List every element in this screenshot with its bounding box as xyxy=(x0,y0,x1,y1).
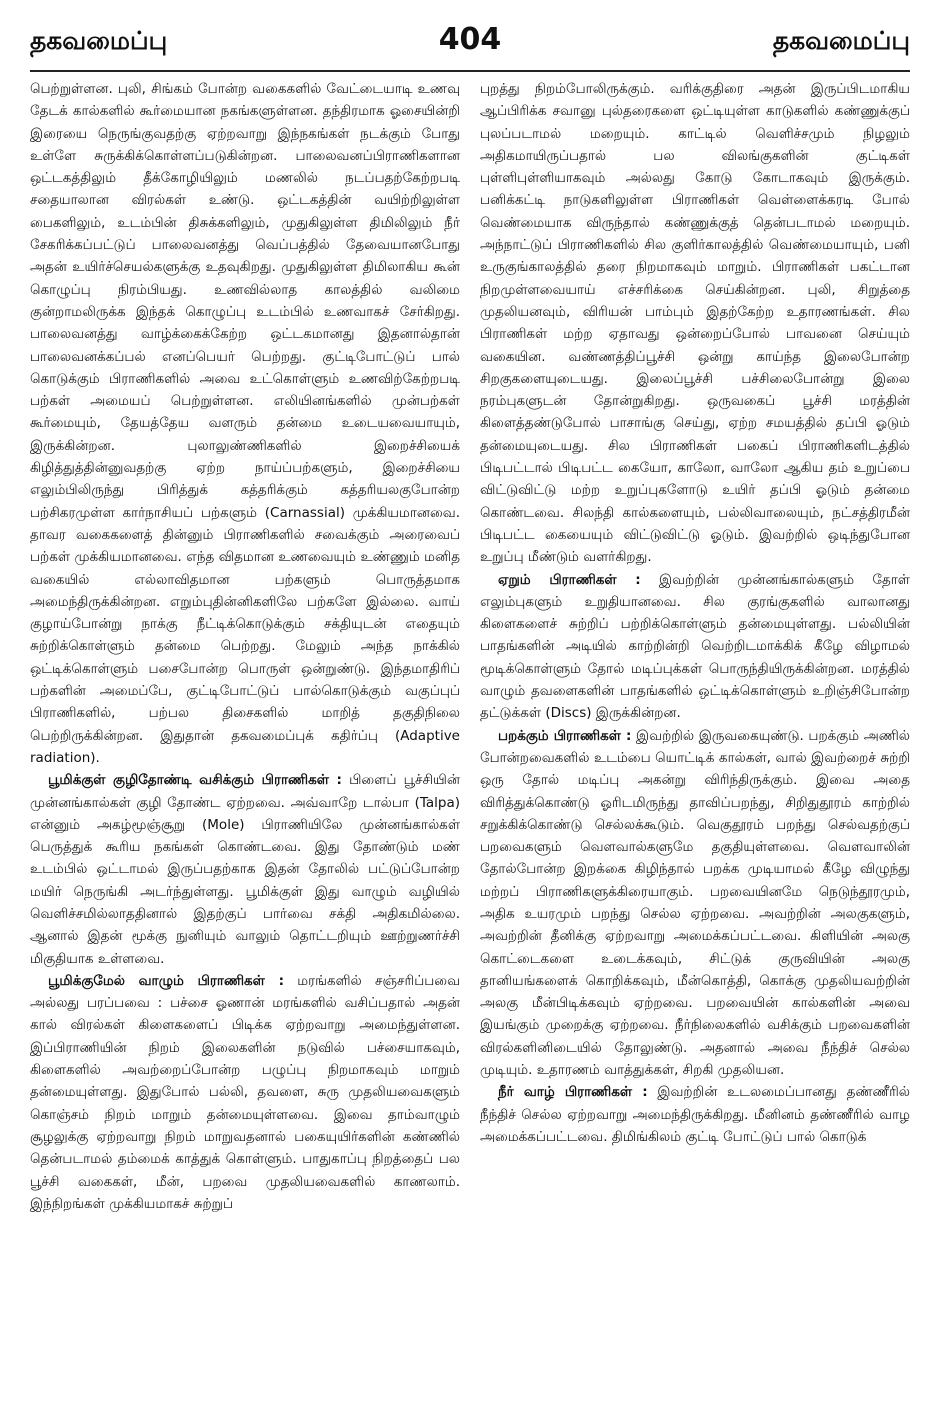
paragraph-heading: பூமிக்குள் குழிதோண்டி வசிக்கும் பிராணிகள் : xyxy=(48,772,342,789)
paragraph-heading: நீர் வாழ் பிராணிகள் : xyxy=(498,1084,648,1101)
running-title-left: தகவமைப்பு xyxy=(30,26,168,55)
paragraph-text: இவற்றில் இருவகையுண்டு. பறக்கும் அணில் போன்றவைகளில் உடம்பை யொட்டிக் கால்கள், வால் இவற்றைச் சுற்றி ஒரு தோல் மடிப்பு அகன்று விரிந்திருக்கும். இவை அதை விரித்துக்கொண்டு ஓரிடமிருந்து தாவிப்பறந்து, சிறிதுதூரம் காற்றில் சறுக்கிக்கொண்டு செல்லக்கூடும். வெகுதூரம் பறந்து செல்வதற்குப் பறவைகளும் வௌவால்களுமே தகுதியுள்ளவை. வௌவாலின் தோல்போன்ற இறக்கை கிழிந்தால் பறக்க முடியாமல் கீழே விழுந்து மற்றப் பிராணிகளுக்கிரையாகும். பறவையினமே நெடுந்தூரமும், அதிக உயரமும் பறந்து செல்ல ஏற்றவை. அவற்றின் அலகுகளும், அவற்றின் தீனிக்கு ஏற்றவாறு அமைக்கப்பட்டவை. கிளியின் அலகு கொட்டைகளை உடைக்கவும், சிட்டுக் குருவியின் அலகு தானியங்களைக் கொறிக்கவும், மீன்கொத்தி, கொக்கு முதலியவற்றின் அலகு மீன்பிடிக்கவும் ஏற்றவை. பறவையின் கால்களின் அவை இயங்கும் முறைக்கு ஏற்றவை. நீர்நிலைகளில் வசிக்கும் பறவைகளின் விரல்களினிடையில் தோலுண்டு. அதனால் அவை நீந்திச் செல்ல முடியும். உதாரணம் வாத்துக்கள், சிறகி முதலியன. xyxy=(480,727,910,1079)
paragraph-text: பெற்றுள்ளன. புலி, சிங்கம் போன்ற வகைகளில் வேட்டையாடி உணவு தேடக் கால்களில் கூர்மையான நகங்களுள்ளன. தந்திரமாக ஓசையின்றி இரையை நெருங்குவதற்கு ஏற்றவாறு இந்நகங்கள் நடக்கும் போது உள்ளே சுருக்கிக்கொள்ளப்படுகின்றன. பாலைவனப்பிராணிகளான ஒட்டகத்திலும் தீக்கோழியிலும் மணலில் நடப்பதற்கேற்றபடி சதையாலான விரல்கள் உண்டு. ஒட்டகத்தின் வயிற்றிலுள்ள பைகளிலும், உடம்பின் திசுக்களிலும், முதுகிலுள்ள திமிலிலும் நீர் சேகரிக்கப்பட்டுப் பாலைவனத்து வெப்பத்தில் தேவையானபோது அதன் உயிர்ச்செயல்களுக்கு உதவுகிறது. முதுகிலுள்ள திமிலாகிய கூன் கொழுப்பு நிரம்பியது. உணவில்லாத காலத்தில் வலிமை குன்றாமலிருக்க இந்தக் கொழுப்பு உடம்பில் உணவாகச் சேர்கிறது. பாலைவனத்து வாழ்க்கைக்கேற்ற ஒட்டகமானது இதனால்தான் பாலைவனக்கப்பல் எனப்பெயர் பெற்றது. குட்டிபோட்டுப் பால் கொடுக்கும் பிராணிகளில் அவை உட்கொள்ளும் உணவிற்கேற்றபடி பற்கள் அமையப் பெற்றுள்ளன. எலியினங்களில் முன்பற்கள் கூர்மையும், தேயத்தேய வளரும் தன்மை உடையவையாயும், இருக்கின்றன. புலாலுண்ணிகளில் இறைச்சியைக் கிழித்துத்தின்னுவதற்கு ஏற்ற நாய்ப்பற்களும், இறைச்சியை எலும்பிலிருந்து பிரித்துக் கத்தரிக்கும் கத்தரியலகுபோன்ற பற்சிகரமுள்ள கார்நாசியப் பற்களும் (Carnassial) முக்கியமானவை. தாவர வகைகளைத் தின்னும் பிராணிகளில் சவைக்கும் அரைவைப் பற்கள் முக்கியமானவை. எந்த விதமான உணவையும் உண்ணும் மனித வகையில் எல்லாவிதமான பற்களும் பொருத்தமாக அமைந்திருக்கின்றன. எறும்புதின்னிகளிலே பற்களே இல்லை. வாய் குழாய்போன்று நாக்கு நீட்டிக்கொடுக்கும் சக்தியுடன் எதையும் சுற்றிக்கொள்ளும் தன்மை பெற்றது. மேலும் அந்த நாக்கில் ஒட்டிக்கொள்ளும் பசைபோன்ற பொருள் ஒன்றுண்டு. இந்தமாதிரிப் பற்களின் அமைப்பே, குட்டிபோட்டுப் பால்கொடுக்கும் வகுப்புப் பிராணிகளில், பற்பல திசைகளில் மாறித் தகுதிநிலை பெற்றிருக்கின்றன. இதுதான் தகவமைப்புக் கதிர்ப்பு (Adaptive radiation). xyxy=(30,81,460,766)
page-number: 404 xyxy=(438,22,502,57)
paragraph-heading: பூமிக்குமேல் வாழும் பிராணிகள் : xyxy=(48,972,284,989)
paragraph xyxy=(480,1081,910,1148)
right-column xyxy=(480,78,910,1408)
paragraph xyxy=(30,769,460,970)
paragraph xyxy=(480,78,910,569)
paragraph-text: இவற்றின் உடலமைப்பானது தண்ணீரில் நீந்திச் செல்ல ஏற்றவாறு அமைந்திருக்கிறது. மீனினம் தண்ணீரில் வாழ அமைக்கப்பட்டவை. திமிங்கிலம் குட்டி போட்டுப் பால் கொடுக் xyxy=(480,1084,910,1145)
page-header xyxy=(30,22,910,72)
paragraph xyxy=(30,78,460,769)
running-title-right: தகவமைப்பு xyxy=(772,26,910,55)
paragraph-text: பிளைப் பூச்சியின் முன்னங்கால்கள் குழி தோண்ட ஏற்றவை. அவ்வாறே டால்பா (Talpa) என்னும் அகழ்மூஞ்சூறு (Mole) பிராணியிலே முன்னங்கால்கள் பெருத்துக் கூரிய நகங்கள் கொண்டவை. இது தோண்டும் மண் உடம்பில் ஒட்டாமல் இருப்பதற்காக இதன் தோலில் பட்டுப்போன்ற மயிர் நெருங்கி அடர்ந்துள்ளது. பூமிக்குள் இது வாழும் வழியில் வெளிச்சமில்லாததினால் இதற்குப் பார்வை சக்தி அதிகமில்லை. ஆனால் இதன் மூக்கு நுனியும் வாலும் தொட்டறியும் ஊற்றுணர்ச்சி மிகுதியாக உள்ளவை. xyxy=(30,772,460,967)
paragraph-text: இவற்றின் முன்னங்கால்களும் தோள் எலும்புகளும் உறுதியானவை. சில குரங்குகளில் வாலானது கிளைகளைச் சுற்றிப் பற்றிக்கொள்ளும் தன்மையுள்ளது. பல்லியின் பாதங்களின் அடியில் காற்றின்றி வெற்றிடமாக்கிக் கீழே விழாமல் மூடிக்கொள்ளும் தோல் மடிப்புக்கள் பொருந்தியிருக்கின்றன. மரத்தில் வாழும் தவளைகளின் பாதங்களில் ஒட்டிக்கொள்ளும் உறிஞ்சிபோன்ற தட்டுக்கள் (Discs) இருக்கின்றன. xyxy=(480,571,910,722)
paragraph-text: புறத்து நிறம்போலிருக்கும். வரிக்குதிரை அதன் இருப்பிடமாகிய ஆப்பிரிக்க சவானு புல்தரைகளை ஒட்டியுள்ள காடுகளில் கண்ணுக்குப் புலப்படாமல் மறையும். காட்டில் வெளிச்சமும் நிழலும் அதிகமாயிருப்பதால் பல விலங்குகளின் குட்டிகள் புள்ளிபுள்ளியாகவும் அல்லது கோடு கோடாகவும் இருக்கும். பனிக்கட்டி நாடுகளிலுள்ள பிராணிகள் வெள்ளைக்கரடி போல் வெண்மையாக விருந்தால் கண்ணுக்குத் தென்படாமல் மறையும். அந்நாட்டுப் பிராணிகளில் சில குளிர்காலத்தில் வெண்மையாயும், பனி உருகுங்காலத்தில் தரை நிறமாகவும் மாறும். பிராணிகள் பகட்டான நிறமுள்ளவையாய் எச்சரிக்கை செய்கின்றன. புலி, சிறுத்தை முதலியனவும், விரியன் பாம்பும் இதற்கேற்ற உதாரணங்கள். சில பிராணிகள் மற்ற ஏதாவது ஒன்றைப்போல் பாவனை செய்யும் வகையின. வண்ணத்திப்பூச்சி ஒன்று காய்ந்த இலைபோன்ற சிறகுகளையுடையது. இலைப்பூச்சி பச்சிலைபோன்று இலை நரம்புகளுடன் தோன்றுகிறது. ஒருவகைப் பூச்சி மரத்தின் கிளைத்தண்டுபோல் பாசாங்கு செய்து, ஏற்ற சமயத்தில் தப்பி ஓடும் தன்மையுடையது. சில பிராணிகள் பகைப் பிராணிகளிடத்தில் பிடிபட்டால் பிடிபட்ட கையோ, காலோ, வாலோ ஆகிய தம் உறுப்பை விட்டுவிட்டு மற்ற உறுப்புகளோடு உயிர் தப்பி ஓடும் தன்மை கொண்டவை. சிலந்தி கால்களையும், பல்லிவாலையும், நட்சத்திரமீன் பிடிபட்ட கையையும் விட்டுவிட்டு ஓடும். இவற்றில் ஒடிந்துபோன உறுப்பு மீண்டும் வளர்கிறது. xyxy=(480,81,910,566)
paragraph-text: மரங்களில் சஞ்சரிப்பவை அல்லது பரப்பவை : பச்சை ஓணான் மரங்களில் வசிப்பதால் அதன் கால் விரல்கள் கிளைகளைப் பிடிக்க ஏற்றவாறு அமைந்துள்ளன. இப்பிராணியின் நிறம் இலைகளின் நடுவில் பச்சையாகவும், கிளைகளில் அவற்றைப்போன்ற பழுப்பு நிறமாகவும் மாறும் தன்மையுள்ளது. இதுபோல் பல்லி, தவளை, சுரு முதலியவைகளும் கொஞ்சம் நிறம் மாறும் தன்மையுள்ளவை. இவை தாம்வாழும் சூழலுக்கு ஏற்றவாறு நிறம் மாறுவதனால் பகையுயிர்களின் கண்ணில் தென்படாமல் தம்மைக் காத்துக் கொள்ளும். பாதுகாப்பு நிறத்தைப் பல பூச்சி வகைகள், மீன், பறவை முதலியவைகளில் காணலாம். இந்நிறங்கள் முக்கியமாகச் சுற்றுப் xyxy=(30,972,460,1212)
paragraph xyxy=(480,725,910,1082)
paragraph-heading: பறக்கும் பிராணிகள் : xyxy=(498,727,632,744)
text-columns xyxy=(30,78,910,1408)
left-column xyxy=(30,78,460,1408)
paragraph-heading: ஏறும் பிராணிகள் : xyxy=(498,571,641,588)
paragraph xyxy=(30,970,460,1215)
paragraph xyxy=(480,569,910,725)
